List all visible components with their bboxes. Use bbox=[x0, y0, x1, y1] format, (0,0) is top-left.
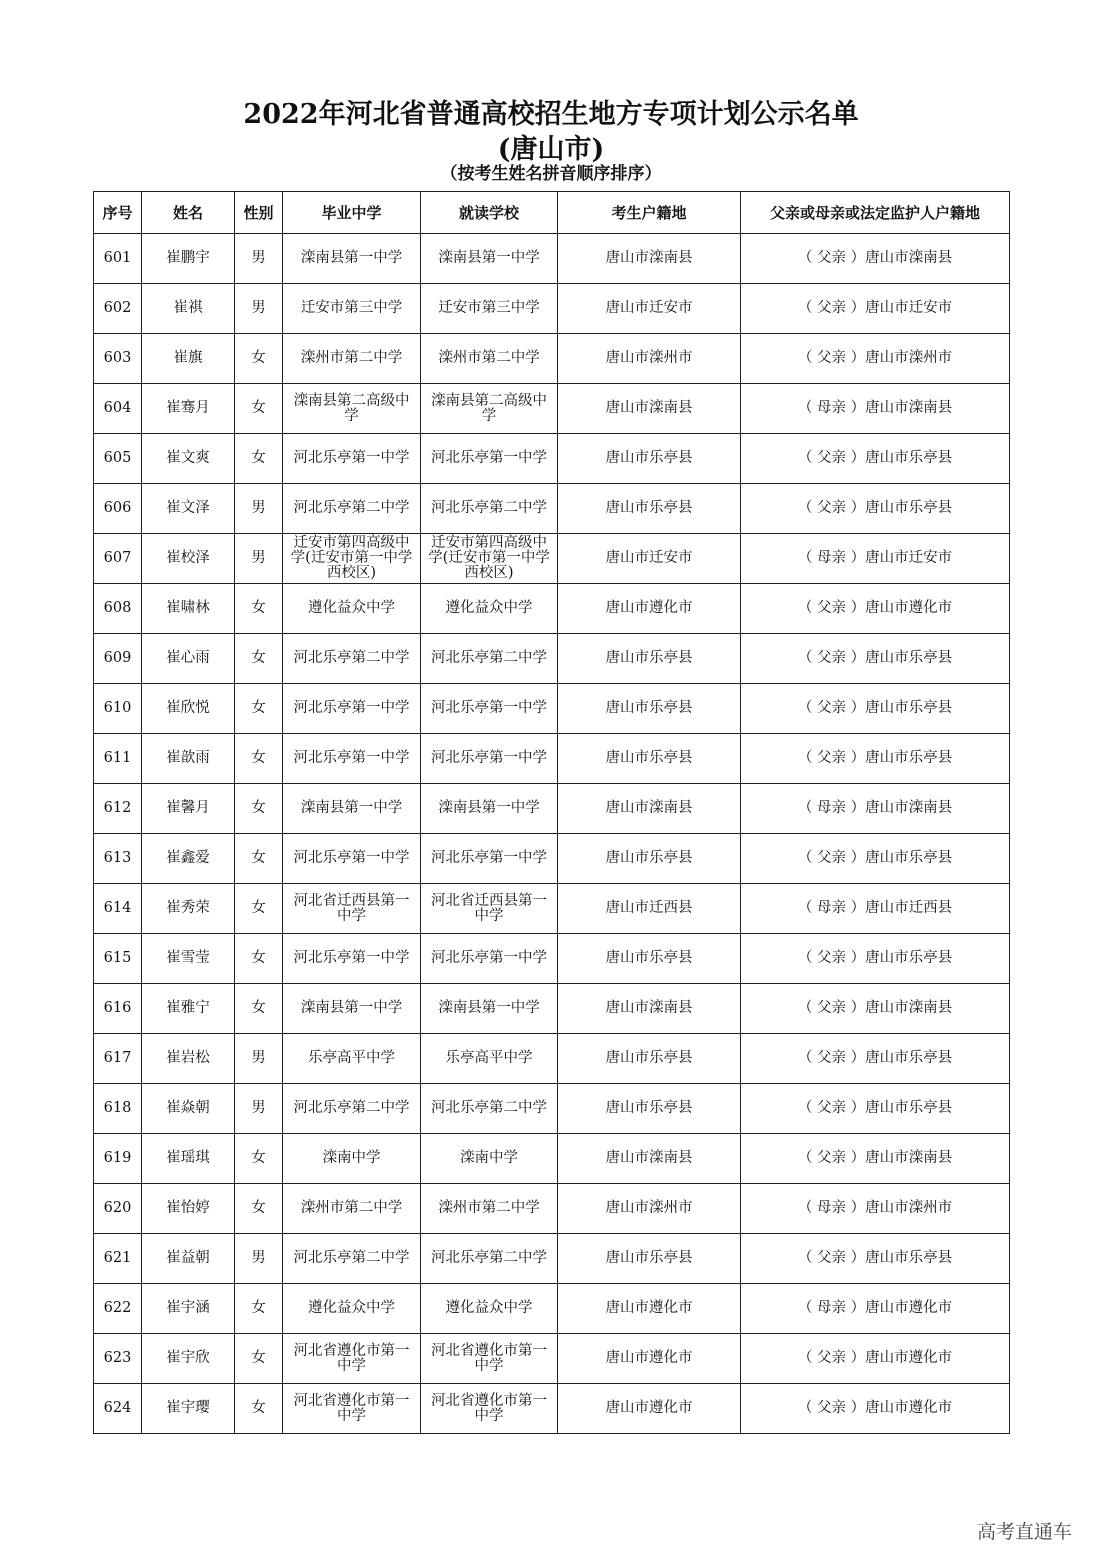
table-row bbox=[94, 834, 1010, 884]
guardian-hukou-cell: （ 父亲 ）唐山市滦南县 bbox=[741, 234, 1010, 284]
seq-cell: 607 bbox=[94, 534, 142, 584]
gender-cell: 女 bbox=[235, 434, 283, 484]
seq-cell: 608 bbox=[94, 584, 142, 634]
gender-cell: 男 bbox=[235, 234, 283, 284]
current-school-cell: 河北乐亭第二中学 bbox=[421, 1084, 558, 1134]
grad-school-cell: 迁安市第四高级中学(迁安市第一中学西校区) bbox=[283, 534, 421, 584]
seq-cell: 622 bbox=[94, 1284, 142, 1334]
table-row bbox=[94, 1334, 1010, 1384]
guardian-hukou-cell: （ 父亲 ）唐山市乐亭县 bbox=[741, 1234, 1010, 1284]
hukou-cell: 唐山市遵化市 bbox=[558, 1384, 741, 1434]
seq-cell: 605 bbox=[94, 434, 142, 484]
current-school-cell: 河北乐亭第一中学 bbox=[421, 734, 558, 784]
guardian-hukou-cell: （ 母亲 ）唐山市滦南县 bbox=[741, 784, 1010, 834]
table-row bbox=[94, 384, 1010, 434]
guardian-hukou-cell: （ 父亲 ）唐山市乐亭县 bbox=[741, 1084, 1010, 1134]
current-school-cell: 河北省遵化市第一中学 bbox=[421, 1334, 558, 1384]
grad-school-cell: 遵化益众中学 bbox=[283, 1284, 421, 1334]
hukou-cell: 唐山市乐亭县 bbox=[558, 1234, 741, 1284]
gender-cell: 女 bbox=[235, 984, 283, 1034]
grad-school-cell: 河北乐亭第一中学 bbox=[283, 834, 421, 884]
current-school-cell: 河北乐亭第二中学 bbox=[421, 634, 558, 684]
hukou-cell: 唐山市乐亭县 bbox=[558, 934, 741, 984]
grad-school-cell: 滦南县第一中学 bbox=[283, 984, 421, 1034]
grad-school-cell: 河北省迁西县第一中学 bbox=[283, 884, 421, 934]
guardian-hukou-cell: （ 父亲 ）唐山市乐亭县 bbox=[741, 434, 1010, 484]
current-school-cell: 滦南县第一中学 bbox=[421, 234, 558, 284]
table-row bbox=[94, 1084, 1010, 1134]
hukou-cell: 唐山市乐亭县 bbox=[558, 684, 741, 734]
gender-cell: 男 bbox=[235, 484, 283, 534]
current-school-cell: 河北乐亭第一中学 bbox=[421, 434, 558, 484]
seq-cell: 612 bbox=[94, 784, 142, 834]
gender-cell: 女 bbox=[235, 1184, 283, 1234]
current-school-cell: 河北乐亭第一中学 bbox=[421, 834, 558, 884]
name-cell: 崔欣悦 bbox=[142, 684, 235, 734]
guardian-hukou-cell: （ 父亲 ）唐山市乐亭县 bbox=[741, 734, 1010, 784]
column-header: 父亲或母亲或法定监护人户籍地 bbox=[741, 192, 1010, 234]
current-school-cell: 河北乐亭第一中学 bbox=[421, 684, 558, 734]
hukou-cell: 唐山市乐亭县 bbox=[558, 1034, 741, 1084]
name-cell: 崔骞月 bbox=[142, 384, 235, 434]
name-cell: 崔宇欣 bbox=[142, 1334, 235, 1384]
gender-cell: 女 bbox=[235, 1334, 283, 1384]
name-cell: 崔歆雨 bbox=[142, 734, 235, 784]
column-header: 序号 bbox=[94, 192, 142, 234]
gender-cell: 女 bbox=[235, 1134, 283, 1184]
seq-cell: 615 bbox=[94, 934, 142, 984]
guardian-hukou-cell: （ 父亲 ）唐山市遵化市 bbox=[741, 1334, 1010, 1384]
seq-cell: 624 bbox=[94, 1384, 142, 1434]
grad-school-cell: 滦州市第二中学 bbox=[283, 1184, 421, 1234]
seq-cell: 614 bbox=[94, 884, 142, 934]
gender-cell: 男 bbox=[235, 284, 283, 334]
grad-school-cell: 河北乐亭第二中学 bbox=[283, 1084, 421, 1134]
name-cell: 崔怡婷 bbox=[142, 1184, 235, 1234]
seq-cell: 601 bbox=[94, 234, 142, 284]
table-row bbox=[94, 434, 1010, 484]
seq-cell: 613 bbox=[94, 834, 142, 884]
hukou-cell: 唐山市乐亭县 bbox=[558, 734, 741, 784]
name-cell: 崔文爽 bbox=[142, 434, 235, 484]
seq-cell: 609 bbox=[94, 634, 142, 684]
table-row bbox=[94, 1234, 1010, 1284]
grad-school-cell: 河北省遵化市第一中学 bbox=[283, 1384, 421, 1434]
table-row bbox=[94, 1134, 1010, 1184]
guardian-hukou-cell: （ 母亲 ）唐山市迁安市 bbox=[741, 534, 1010, 584]
current-school-cell: 迁安市第三中学 bbox=[421, 284, 558, 334]
grad-school-cell: 滦南县第一中学 bbox=[283, 234, 421, 284]
watermark-text: 高考直通车 bbox=[976, 1521, 1072, 1543]
seq-cell: 618 bbox=[94, 1084, 142, 1134]
hukou-cell: 唐山市滦南县 bbox=[558, 784, 741, 834]
name-cell: 崔文泽 bbox=[142, 484, 235, 534]
table-row bbox=[94, 1184, 1010, 1234]
seq-cell: 604 bbox=[94, 384, 142, 434]
sort-note: （按考生姓名拼音顺序排序） bbox=[440, 164, 662, 184]
current-school-cell: 河北省迁西县第一中学 bbox=[421, 884, 558, 934]
table-row bbox=[94, 884, 1010, 934]
current-school-cell: 滦南县第一中学 bbox=[421, 784, 558, 834]
hukou-cell: 唐山市乐亭县 bbox=[558, 834, 741, 884]
seq-cell: 617 bbox=[94, 1034, 142, 1084]
guardian-hukou-cell: （ 父亲 ）唐山市遵化市 bbox=[741, 584, 1010, 634]
grad-school-cell: 河北省遵化市第一中学 bbox=[283, 1334, 421, 1384]
seq-cell: 610 bbox=[94, 684, 142, 734]
table-row bbox=[94, 684, 1010, 734]
table-row bbox=[94, 584, 1010, 634]
guardian-hukou-cell: （ 父亲 ）唐山市乐亭县 bbox=[741, 684, 1010, 734]
column-header: 考生户籍地 bbox=[558, 192, 741, 234]
guardian-hukou-cell: （ 母亲 ）唐山市遵化市 bbox=[741, 1284, 1010, 1334]
grad-school-cell: 河北乐亭第一中学 bbox=[283, 934, 421, 984]
seq-cell: 621 bbox=[94, 1234, 142, 1284]
guardian-hukou-cell: （ 母亲 ）唐山市滦南县 bbox=[741, 384, 1010, 434]
gender-cell: 女 bbox=[235, 784, 283, 834]
table-row bbox=[94, 784, 1010, 834]
current-school-cell: 乐亭高平中学 bbox=[421, 1034, 558, 1084]
current-school-cell: 河北乐亭第一中学 bbox=[421, 934, 558, 984]
seq-cell: 611 bbox=[94, 734, 142, 784]
hukou-cell: 唐山市乐亭县 bbox=[558, 634, 741, 684]
gender-cell: 女 bbox=[235, 884, 283, 934]
hukou-cell: 唐山市遵化市 bbox=[558, 1284, 741, 1334]
grad-school-cell: 河北乐亭第二中学 bbox=[283, 634, 421, 684]
hukou-cell: 唐山市乐亭县 bbox=[558, 434, 741, 484]
seq-cell: 623 bbox=[94, 1334, 142, 1384]
gender-cell: 女 bbox=[235, 934, 283, 984]
name-cell: 崔益朝 bbox=[142, 1234, 235, 1284]
gender-cell: 男 bbox=[235, 1084, 283, 1134]
name-cell: 崔心雨 bbox=[142, 634, 235, 684]
current-school-cell: 河北省遵化市第一中学 bbox=[421, 1384, 558, 1434]
grad-school-cell: 遵化益众中学 bbox=[283, 584, 421, 634]
page-title: 2022年河北省普通高校招生地方专项计划公示名单 bbox=[243, 99, 859, 130]
grad-school-cell: 迁安市第三中学 bbox=[283, 284, 421, 334]
column-header: 性别 bbox=[235, 192, 283, 234]
guardian-hukou-cell: （ 父亲 ）唐山市遵化市 bbox=[741, 1384, 1010, 1434]
grad-school-cell: 河北乐亭第一中学 bbox=[283, 734, 421, 784]
current-school-cell: 滦州市第二中学 bbox=[421, 1184, 558, 1234]
current-school-cell: 滦南中学 bbox=[421, 1134, 558, 1184]
name-cell: 崔啸林 bbox=[142, 584, 235, 634]
guardian-hukou-cell: （ 父亲 ）唐山市滦州市 bbox=[741, 334, 1010, 384]
guardian-hukou-cell: （ 父亲 ）唐山市乐亭县 bbox=[741, 834, 1010, 884]
guardian-hukou-cell: （ 父亲 ）唐山市乐亭县 bbox=[741, 484, 1010, 534]
gender-cell: 女 bbox=[235, 1284, 283, 1334]
hukou-cell: 唐山市滦州市 bbox=[558, 334, 741, 384]
name-cell: 崔宇璎 bbox=[142, 1384, 235, 1434]
gender-cell: 女 bbox=[235, 734, 283, 784]
seq-cell: 603 bbox=[94, 334, 142, 384]
name-cell: 崔雅宁 bbox=[142, 984, 235, 1034]
hukou-cell: 唐山市滦南县 bbox=[558, 384, 741, 434]
hukou-cell: 唐山市乐亭县 bbox=[558, 1084, 741, 1134]
seq-cell: 606 bbox=[94, 484, 142, 534]
hukou-cell: 唐山市滦州市 bbox=[558, 1184, 741, 1234]
seq-cell: 616 bbox=[94, 984, 142, 1034]
table-row bbox=[94, 734, 1010, 784]
table-row bbox=[94, 484, 1010, 534]
name-cell: 崔宇涵 bbox=[142, 1284, 235, 1334]
name-cell: 崔雪莹 bbox=[142, 934, 235, 984]
gender-cell: 男 bbox=[235, 1034, 283, 1084]
current-school-cell: 滦南县第二高级中学 bbox=[421, 384, 558, 434]
current-school-cell: 迁安市第四高级中学(迁安市第一中学西校区) bbox=[421, 534, 558, 584]
hukou-cell: 唐山市滦南县 bbox=[558, 1134, 741, 1184]
roster-table bbox=[93, 191, 1010, 1434]
gender-cell: 女 bbox=[235, 334, 283, 384]
hukou-cell: 唐山市滦南县 bbox=[558, 984, 741, 1034]
table-row bbox=[94, 284, 1010, 334]
gender-cell: 女 bbox=[235, 384, 283, 434]
grad-school-cell: 滦州市第二中学 bbox=[283, 334, 421, 384]
seq-cell: 619 bbox=[94, 1134, 142, 1184]
table-row bbox=[94, 1284, 1010, 1334]
header-row bbox=[94, 192, 1010, 234]
column-header: 毕业中学 bbox=[283, 192, 421, 234]
table-row bbox=[94, 634, 1010, 684]
page-subtitle: (唐山市) bbox=[497, 134, 605, 165]
guardian-hukou-cell: （ 父亲 ）唐山市滦南县 bbox=[741, 984, 1010, 1034]
hukou-cell: 唐山市乐亭县 bbox=[558, 484, 741, 534]
table-row bbox=[94, 234, 1010, 284]
name-cell: 崔焱朝 bbox=[142, 1084, 235, 1134]
name-cell: 崔馨月 bbox=[142, 784, 235, 834]
name-cell: 崔秀荣 bbox=[142, 884, 235, 934]
column-header: 就读学校 bbox=[421, 192, 558, 234]
seq-cell: 620 bbox=[94, 1184, 142, 1234]
current-school-cell: 滦南县第一中学 bbox=[421, 984, 558, 1034]
guardian-hukou-cell: （ 父亲 ）唐山市乐亭县 bbox=[741, 934, 1010, 984]
name-cell: 崔瑶琪 bbox=[142, 1134, 235, 1184]
guardian-hukou-cell: （ 父亲 ）唐山市乐亭县 bbox=[741, 1034, 1010, 1084]
grad-school-cell: 滦南中学 bbox=[283, 1134, 421, 1184]
grad-school-cell: 滦南县第二高级中学 bbox=[283, 384, 421, 434]
hukou-cell: 唐山市滦南县 bbox=[558, 234, 741, 284]
name-cell: 崔旗 bbox=[142, 334, 235, 384]
name-cell: 崔校泽 bbox=[142, 534, 235, 584]
grad-school-cell: 河北乐亭第一中学 bbox=[283, 434, 421, 484]
current-school-cell: 河北乐亭第二中学 bbox=[421, 1234, 558, 1284]
grad-school-cell: 河北乐亭第一中学 bbox=[283, 684, 421, 734]
hukou-cell: 唐山市遵化市 bbox=[558, 584, 741, 634]
gender-cell: 男 bbox=[235, 1234, 283, 1284]
name-cell: 崔岩松 bbox=[142, 1034, 235, 1084]
gender-cell: 男 bbox=[235, 534, 283, 584]
table-row bbox=[94, 534, 1010, 584]
grad-school-cell: 滦南县第一中学 bbox=[283, 784, 421, 834]
guardian-hukou-cell: （ 父亲 ）唐山市迁安市 bbox=[741, 284, 1010, 334]
table-row bbox=[94, 1384, 1010, 1434]
table-row bbox=[94, 984, 1010, 1034]
gender-cell: 女 bbox=[235, 1384, 283, 1434]
hukou-cell: 唐山市迁安市 bbox=[558, 284, 741, 334]
table-row bbox=[94, 934, 1010, 984]
hukou-cell: 唐山市迁西县 bbox=[558, 884, 741, 934]
table-row bbox=[94, 334, 1010, 384]
name-cell: 崔鑫爱 bbox=[142, 834, 235, 884]
guardian-hukou-cell: （ 父亲 ）唐山市乐亭县 bbox=[741, 634, 1010, 684]
gender-cell: 女 bbox=[235, 584, 283, 634]
current-school-cell: 滦州市第二中学 bbox=[421, 334, 558, 384]
name-cell: 崔祺 bbox=[142, 284, 235, 334]
gender-cell: 女 bbox=[235, 634, 283, 684]
column-header: 姓名 bbox=[142, 192, 235, 234]
current-school-cell: 遵化益众中学 bbox=[421, 1284, 558, 1334]
current-school-cell: 遵化益众中学 bbox=[421, 584, 558, 634]
hukou-cell: 唐山市迁安市 bbox=[558, 534, 741, 584]
guardian-hukou-cell: （ 父亲 ）唐山市滦南县 bbox=[741, 1134, 1010, 1184]
grad-school-cell: 河北乐亭第二中学 bbox=[283, 484, 421, 534]
name-cell: 崔鹏宇 bbox=[142, 234, 235, 284]
grad-school-cell: 乐亭高平中学 bbox=[283, 1034, 421, 1084]
gender-cell: 女 bbox=[235, 834, 283, 884]
guardian-hukou-cell: （ 母亲 ）唐山市迁西县 bbox=[741, 884, 1010, 934]
seq-cell: 602 bbox=[94, 284, 142, 334]
current-school-cell: 河北乐亭第二中学 bbox=[421, 484, 558, 534]
table-row bbox=[94, 1034, 1010, 1084]
guardian-hukou-cell: （ 母亲 ）唐山市滦州市 bbox=[741, 1184, 1010, 1234]
hukou-cell: 唐山市遵化市 bbox=[558, 1334, 741, 1384]
grad-school-cell: 河北乐亭第二中学 bbox=[283, 1234, 421, 1284]
gender-cell: 女 bbox=[235, 684, 283, 734]
